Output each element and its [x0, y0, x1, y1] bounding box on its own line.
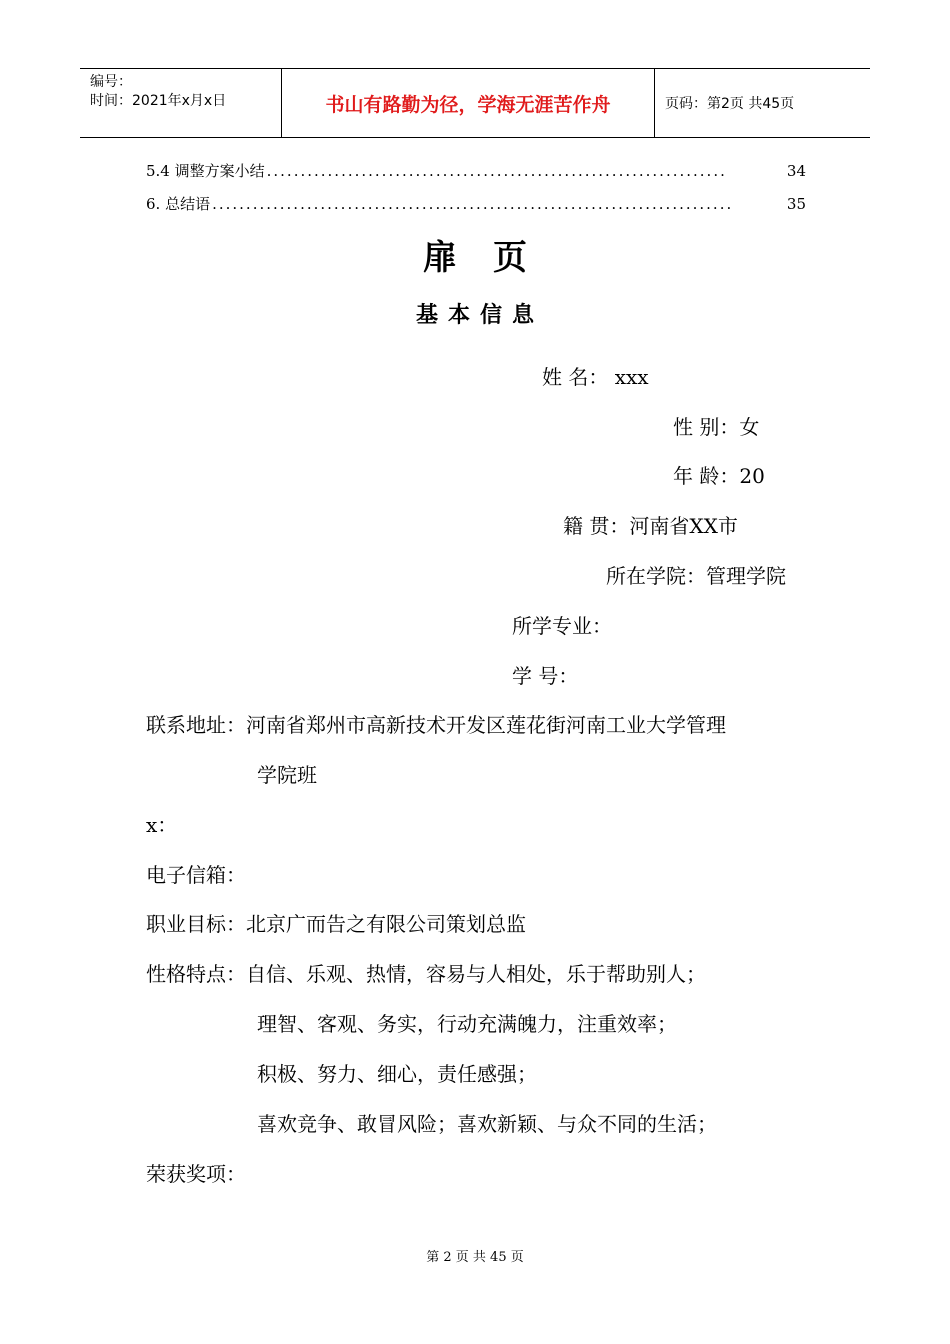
toc-leader-dots: ............................................................................. — [212, 195, 734, 213]
info-awards: 荣获奖项： — [146, 1162, 246, 1186]
page-title: 扉页 — [423, 238, 563, 278]
info-personality: 性格特点：自信、乐观、热情，容易与人相处，乐于帮助别人； — [146, 962, 706, 986]
toc-entry[interactable] — [146, 193, 806, 214]
toc-entry-label: 5.4 调整方案小结 — [146, 162, 265, 180]
info-career-goal: 职业目标：北京广而告之有限公司策划总监 — [146, 912, 526, 936]
info-gender: 性 别：女 — [673, 415, 760, 439]
info-age: 年 龄：20 — [673, 464, 765, 488]
info-major: 所学专业： — [512, 614, 612, 638]
serial-label: 编号： — [90, 74, 132, 90]
info-address: 联系地址：河南省郑州市高新技术开发区莲花街河南工业大学管理 — [146, 713, 726, 737]
info-personality-line: 喜欢竞争、敢冒风险；喜欢新颖、与众不同的生活； — [257, 1112, 717, 1136]
toc-entry-page: 35 — [786, 195, 806, 213]
header-divider — [654, 69, 655, 137]
info-native-place: 籍 贯：河南省XX市 — [563, 514, 738, 538]
info-personality-line: 积极、努力、细心，责任感强； — [257, 1062, 537, 1086]
info-x-line: x： — [146, 813, 178, 837]
page-header — [80, 68, 870, 138]
header-page-info: 页码：第2页 共45页 — [665, 96, 795, 112]
info-student-id: 学 号： — [512, 664, 579, 688]
time-label: 时间：2021年x月x日 — [90, 93, 227, 109]
header-meta — [90, 73, 226, 111]
toc-entry[interactable] — [146, 160, 806, 181]
page-footer: 第 2 页 共 45 页 — [426, 1250, 524, 1265]
info-personality-line: 理智、客观、务实，行动充满魄力，注重效率； — [257, 1012, 677, 1036]
info-email: 电子信箱： — [146, 863, 246, 887]
toc-leader-dots: .................................................................... — [266, 162, 727, 180]
section-subtitle: 基本信息 — [415, 303, 544, 328]
info-address-continued: 学院班 — [257, 763, 317, 787]
header-motto: 书山有路勤为径，学海无涯苦作舟 — [325, 93, 611, 116]
info-college: 所在学院：管理学院 — [606, 564, 786, 588]
toc-entry-page: 34 — [786, 162, 806, 180]
toc-entry-label: 6. 总结语 — [146, 195, 211, 213]
info-name: 姓 名： xxx — [542, 365, 649, 389]
